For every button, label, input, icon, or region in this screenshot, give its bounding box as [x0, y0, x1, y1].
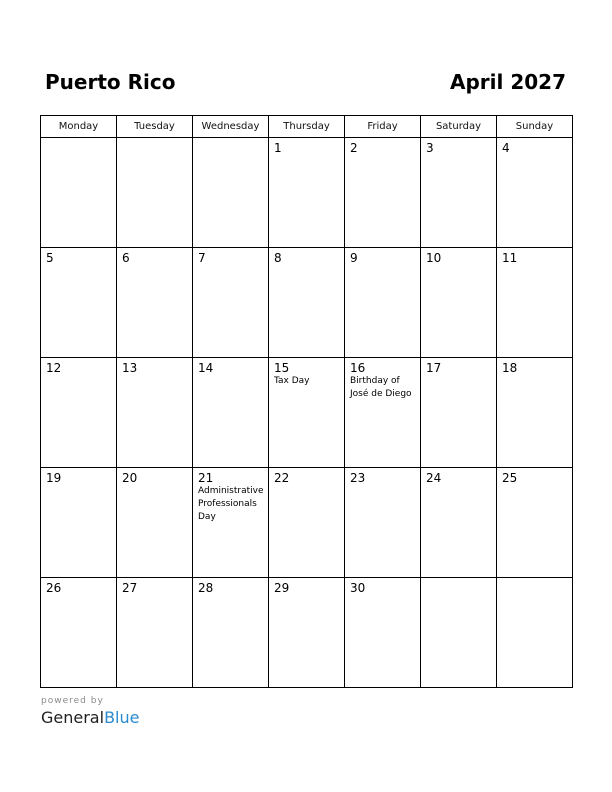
day-cell [193, 358, 269, 468]
day-cell [269, 248, 345, 358]
holiday-label: Tax Day [274, 376, 310, 386]
day-cell [497, 138, 573, 248]
day-number: 25 [502, 471, 518, 485]
powered-by-text: powered by [41, 696, 104, 706]
day-number: 16 [350, 361, 366, 375]
day-cell [117, 248, 193, 358]
week-row [41, 248, 573, 358]
day-number: 15 [274, 361, 290, 375]
weekday-monday: Monday [41, 116, 117, 138]
day-cell [269, 468, 345, 578]
day-cell [269, 138, 345, 248]
week-row [41, 468, 573, 578]
day-number: 17 [426, 361, 442, 375]
holiday-label: Administrative Professionals Day [198, 486, 264, 522]
weekday-friday: Friday [345, 116, 421, 138]
day-cell [193, 138, 269, 248]
day-cell [421, 248, 497, 358]
calendar-header [0, 0, 612, 110]
day-number: 3 [426, 141, 434, 155]
day-cell [497, 248, 573, 358]
month-year-title: April 2027 [450, 70, 566, 94]
brand-general-text: General [41, 708, 105, 727]
day-cell [497, 358, 573, 468]
footer [41, 696, 139, 728]
day-cell [421, 138, 497, 248]
day-cell [345, 358, 421, 468]
day-number: 30 [350, 581, 366, 595]
day-cell [193, 468, 269, 578]
day-number: 18 [502, 361, 518, 375]
day-cell [117, 358, 193, 468]
day-number: 5 [46, 251, 54, 265]
day-cell [41, 138, 117, 248]
day-cell [41, 468, 117, 578]
day-cell [421, 468, 497, 578]
day-number: 1 [274, 141, 282, 155]
day-number: 12 [46, 361, 62, 375]
day-number: 24 [426, 471, 442, 485]
day-number: 10 [426, 251, 442, 265]
day-number: 27 [122, 581, 138, 595]
day-cell [269, 358, 345, 468]
day-cell [421, 358, 497, 468]
brand-blue-text: Blue [104, 708, 140, 727]
country-title: Puerto Rico [45, 70, 176, 94]
weekday-thursday: Thursday [269, 116, 345, 138]
day-cell [41, 578, 117, 688]
day-number: 28 [198, 581, 214, 595]
day-number: 13 [122, 361, 138, 375]
day-number: 11 [502, 251, 518, 265]
generalblue-logo[interactable] [41, 708, 139, 728]
day-cell [269, 578, 345, 688]
day-number: 4 [502, 141, 510, 155]
day-cell [193, 578, 269, 688]
day-number: 2 [350, 141, 358, 155]
day-number: 22 [274, 471, 290, 485]
day-number: 8 [274, 251, 282, 265]
day-number: 19 [46, 471, 62, 485]
day-cell [117, 138, 193, 248]
holiday-label: Birthday of José de Diego [350, 376, 412, 399]
weekday-saturday: Saturday [421, 116, 497, 138]
day-number: 23 [350, 471, 366, 485]
calendar-grid [40, 115, 573, 688]
day-number: 26 [46, 581, 62, 595]
day-cell [345, 248, 421, 358]
day-number: 7 [198, 251, 206, 265]
day-cell [421, 578, 497, 688]
week-row [41, 138, 573, 248]
day-number: 20 [122, 471, 138, 485]
day-cell [345, 138, 421, 248]
day-cell [41, 248, 117, 358]
day-number: 21 [198, 471, 214, 485]
day-cell [345, 468, 421, 578]
day-number: 9 [350, 251, 358, 265]
day-cell [497, 578, 573, 688]
day-cell [117, 468, 193, 578]
week-row [41, 578, 573, 688]
weekday-sunday: Sunday [497, 116, 573, 138]
weekday-tuesday: Tuesday [117, 116, 193, 138]
day-cell [117, 578, 193, 688]
day-cell [41, 358, 117, 468]
day-cell [193, 248, 269, 358]
day-number: 29 [274, 581, 290, 595]
day-number: 14 [198, 361, 214, 375]
day-number: 6 [122, 251, 130, 265]
weekday-header-row [41, 116, 573, 138]
week-row [41, 358, 573, 468]
weekday-wednesday: Wednesday [193, 116, 269, 138]
day-cell [497, 468, 573, 578]
day-cell [345, 578, 421, 688]
